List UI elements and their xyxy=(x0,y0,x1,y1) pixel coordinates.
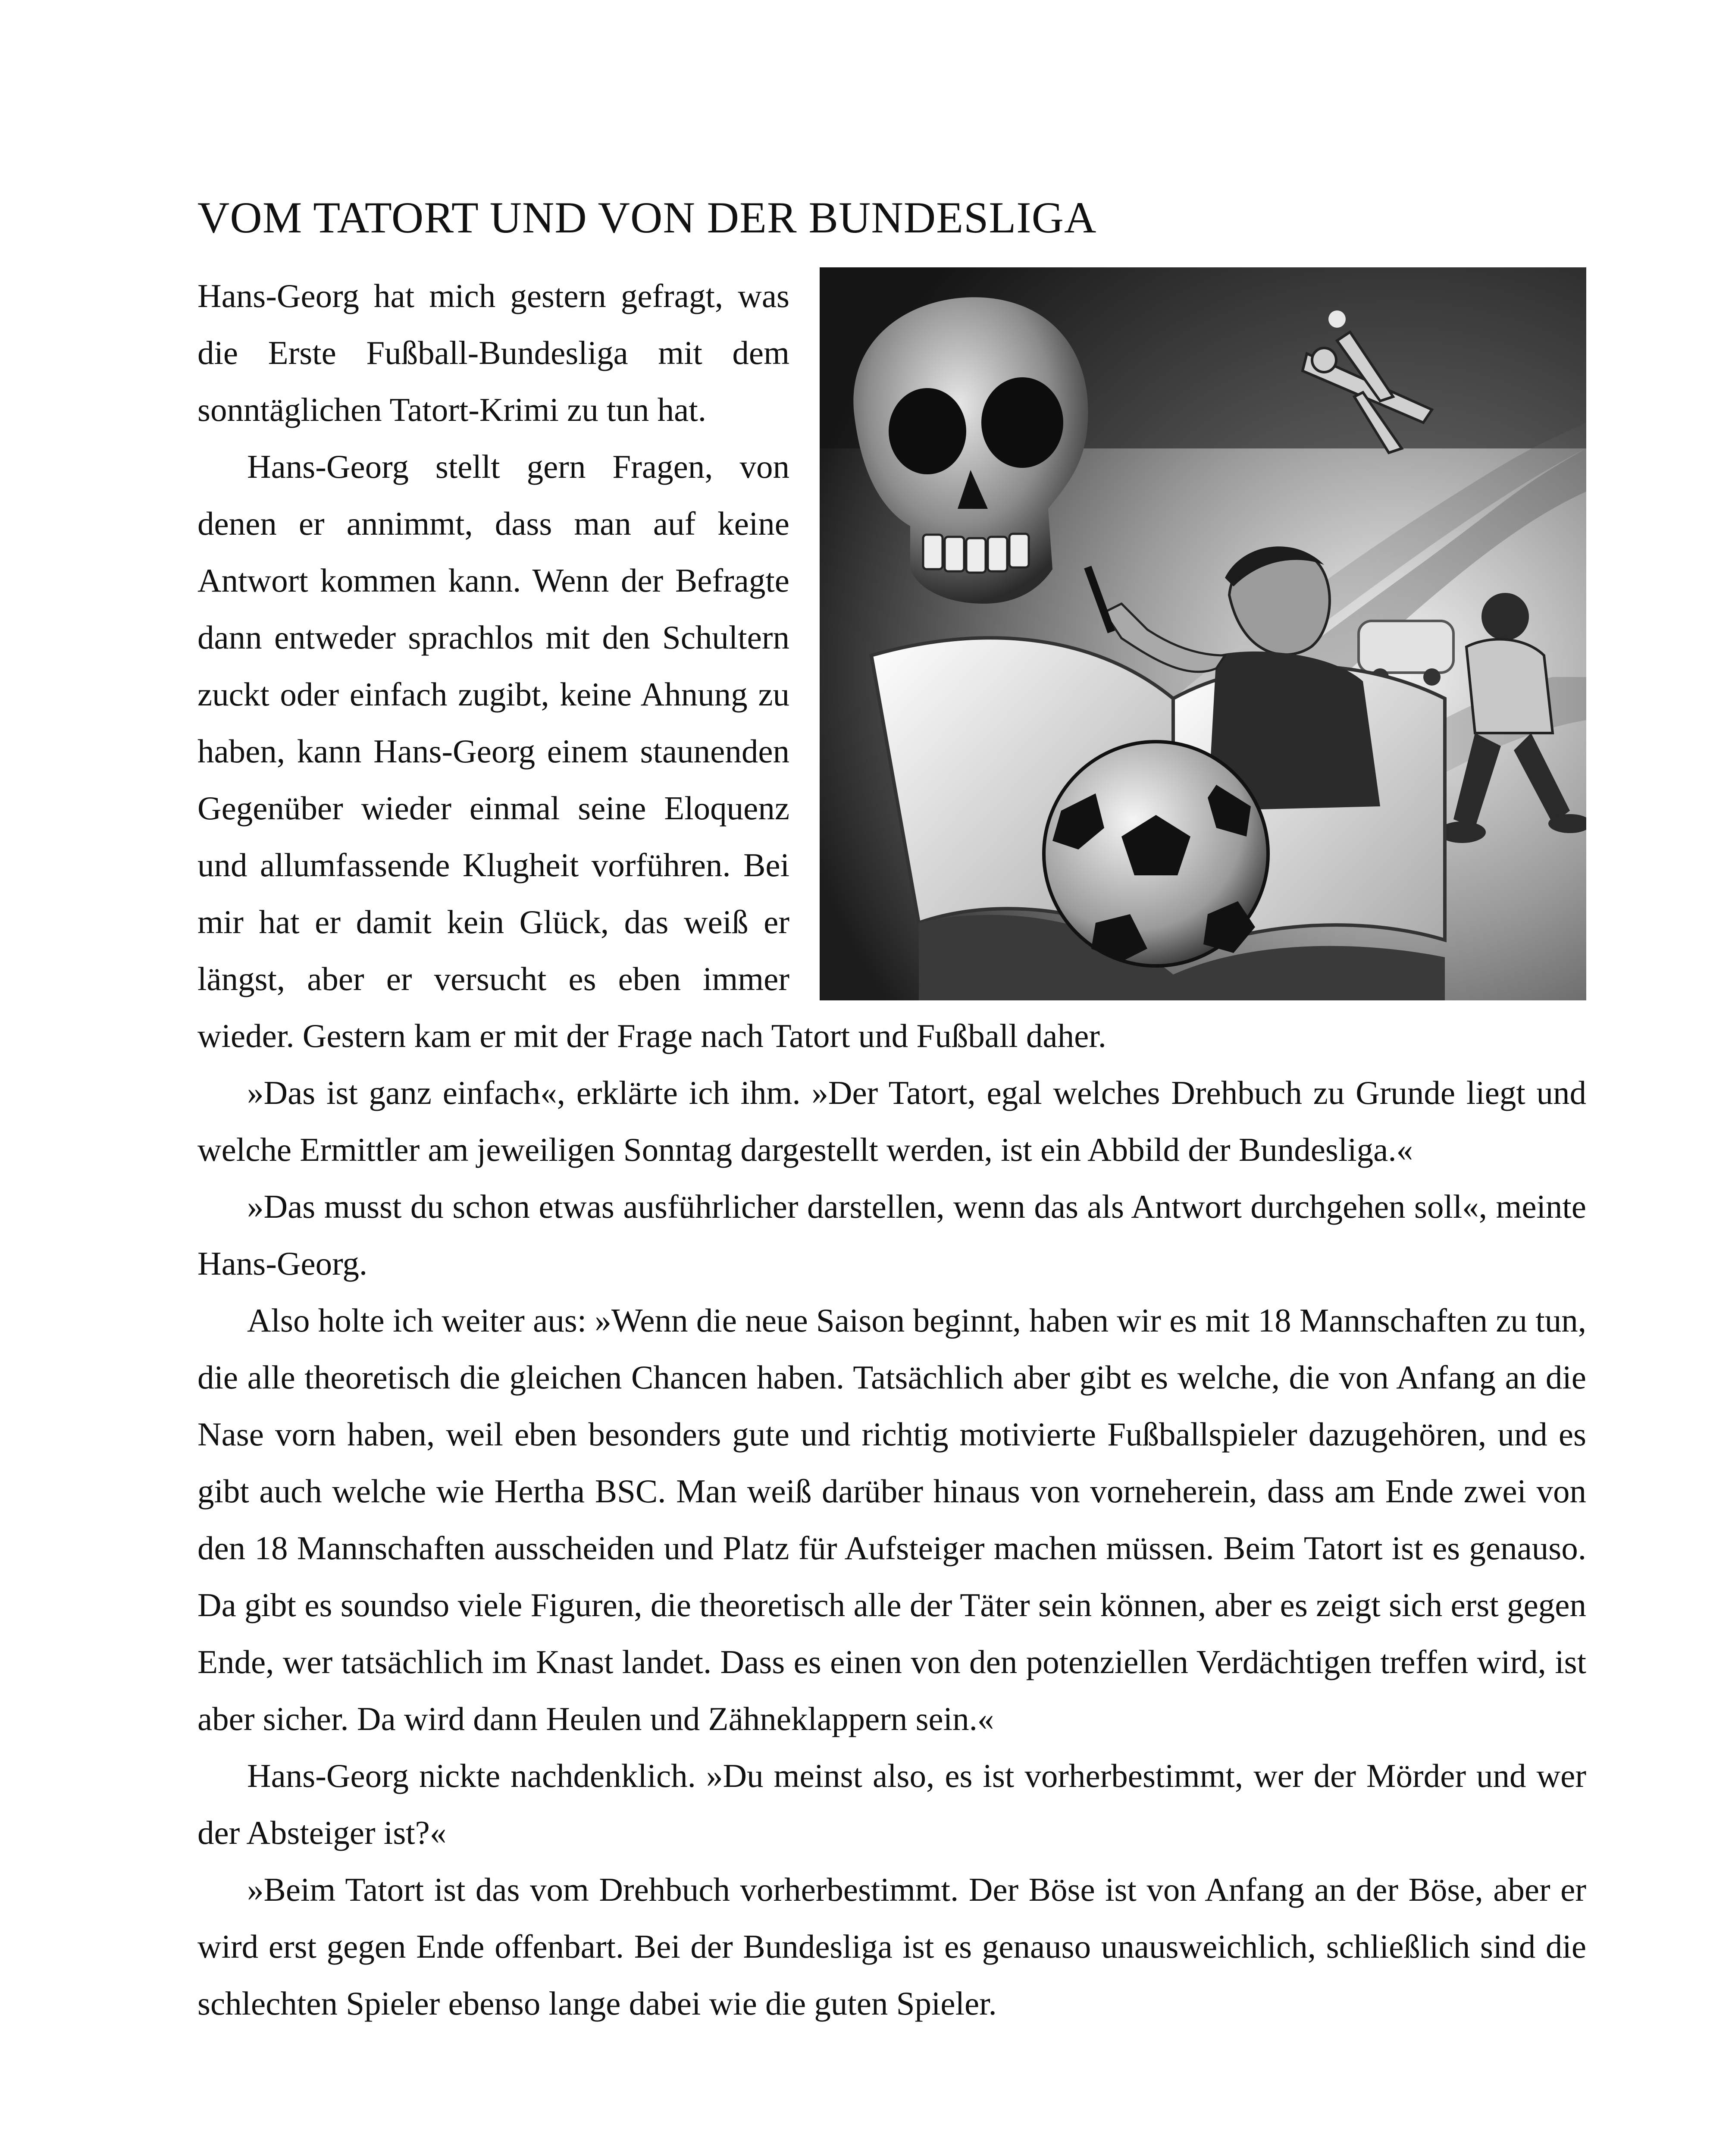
paragraph-3: »Das ist ganz einfach«, erklärte ich ihm. »Der Tatort, egal welches Drehbuch zu Grunde liegt und welche Ermittler am jeweiligen Sonntag dargestellt werden, ist ein Abbild der Bundesliga.« xyxy=(197,1074,1586,1168)
page-title: VOM TATORT UND VON DER BUNDESLIGA xyxy=(197,193,1097,242)
paragraph-6: Hans-Georg nickte nachdenklich. »Du meinst also, es ist vorherbestimmt, wer der Mörder und wer der Absteiger ist?« xyxy=(197,1757,1586,1851)
paragraph-7: »Beim Tatort ist das vom Drehbuch vorherbestimmt. Der Böse ist von Anfang an der Böse, aber er wird erst gegen Ende offenbart. Bei der Bundesliga ist es genauso unausweichlich, schließlich sind die schlechten Spieler ebenso lange dabei wie die guten Spieler. xyxy=(197,1871,1586,2022)
skull-football-illustration-icon xyxy=(820,267,1586,1000)
page-body xyxy=(197,190,1586,2032)
paragraph-4: »Das musst du schon etwas ausführlicher darstellen, wenn das als Antwort durchgehen soll«, meinte Hans-Georg. xyxy=(197,1188,1586,1282)
paragraph-5: Also holte ich weiter aus: »Wenn die neue Saison beginnt, haben wir es mit 18 Mannschaften zu tun, die alle theoretisch die gleichen Chancen haben. Tatsächlich aber gibt es welche, die von Anfang an die Nase vorn haben, weil eben besonders gute und richtig motivierte Fußballspieler dazugehören, und es gibt auch welche wie Hertha BSC. Man weiß darüber hinaus von vorneherein, dass am Ende zwei von den 18 Mannschaften ausscheiden und Platz für Aufsteiger machen müssen. Beim Tatort ist es genauso. Da gibt es soundso viele Figuren, die theoretisch alle der Täter sein können, aber es zeigt sich erst gegen Ende, wer tatsächlich im Knast landet. Dass es einen von den potenziellen Verdächtigen treffen wird, ist aber sicher. Da wird dann Heulen und Zähneklappern sein.« xyxy=(197,1302,1586,1737)
paragraph-1: Hans-Georg hat mich gestern gefragt, was die Erste Fußball-Bundesliga mit dem sonntäglichen Tatort-Krimi zu tun hat. xyxy=(197,277,789,428)
paragraph-2: Hans-Georg stellt gern Fragen, von denen er annimmt, dass man auf keine Antwort kommen kann. Wenn der Befragte dann entweder sprachlos mit den Schultern zuckt oder einfach zugibt, keine Ahnung zu haben, kann Hans-Georg einem staunenden Gegenüber wieder einmal seine Eloquenz und allumfassende Klugheit vorführen. Bei mir hat er damit kein Glück, das weiß er längst, aber er versucht es eben immer wieder. Gestern kam er mit der Frage nach Tatort und Fußball daher. xyxy=(197,448,1106,1054)
